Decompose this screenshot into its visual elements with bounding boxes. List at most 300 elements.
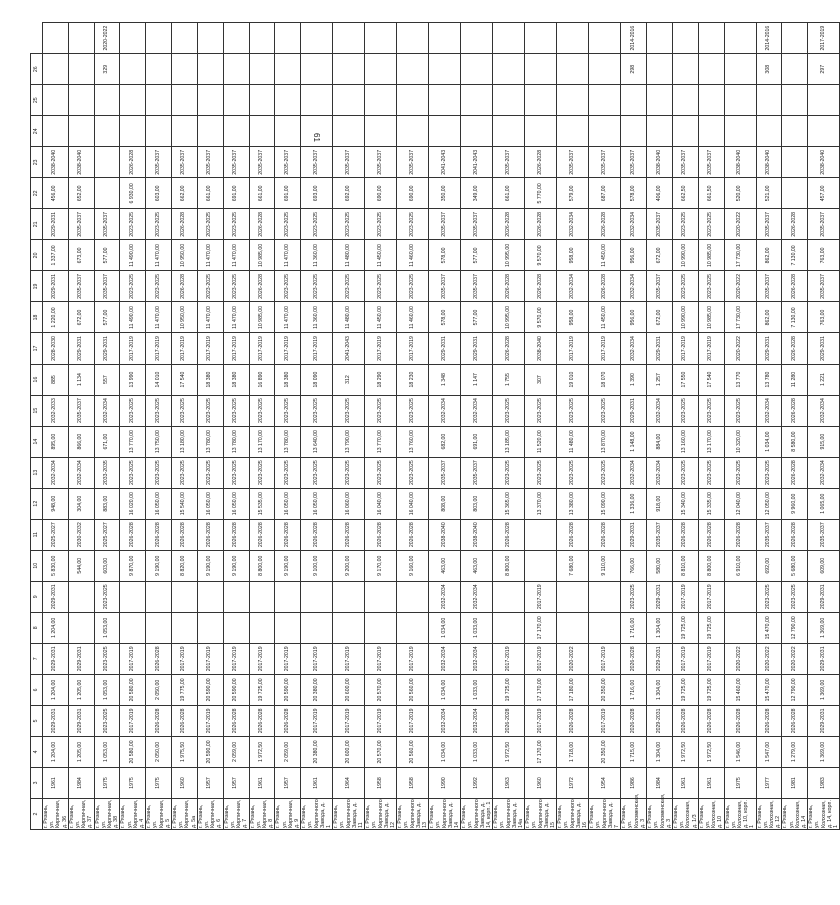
table-cell (197, 116, 223, 147)
table-cell: 1990 (429, 767, 461, 798)
column-header: 21 (31, 209, 43, 240)
table-cell: 2032-2034 (557, 271, 589, 302)
table-cell: 672,00 (647, 240, 673, 271)
table-cell: 2017-2019 (525, 705, 557, 736)
table-cell: 2032-2034 (647, 395, 673, 426)
table-cell: 2035-2037 (68, 395, 94, 426)
table-cell: 16 050,00 (301, 488, 333, 519)
table-cell: 2032-2034 (557, 209, 589, 240)
table-cell (525, 54, 557, 85)
table-cell (672, 116, 698, 147)
table-cell: 12 790,00 (782, 674, 808, 705)
table-cell: 12 790,00 (782, 612, 808, 643)
table-cell: 2026-2028 (756, 705, 782, 736)
table-cell: 1 348 (429, 364, 461, 395)
table-cell (333, 23, 365, 54)
column-header: 9 (31, 581, 43, 612)
table-cell: 1961 (43, 767, 69, 798)
table-cell: 883,00 (94, 488, 120, 519)
table-cell (333, 116, 365, 147)
table-cell: 1 715,00 (621, 736, 647, 767)
column-header: 7 (31, 643, 43, 674)
table-cell: 895,00 (43, 426, 69, 457)
table-cell: 9 110,00 (589, 550, 621, 581)
table-cell (724, 581, 756, 612)
table-cell: 2 050,00 (146, 674, 172, 705)
table-cell: 2029-2031 (68, 643, 94, 674)
table-cell (698, 23, 724, 54)
table-cell (172, 54, 198, 85)
table-cell: 19 010 (557, 364, 589, 395)
address-cell: г. Рязань, ул. Кирпичного Завода, д. 14, корп. 1 (461, 799, 493, 828)
table-row (589, 23, 621, 830)
table-cell (146, 581, 172, 612)
table-cell: 557 (94, 364, 120, 395)
table-cell: 9 570,00 (525, 302, 557, 333)
table-cell (146, 116, 172, 147)
table-cell: 682,00 (429, 426, 461, 457)
table-cell: 2026-2028 (782, 395, 808, 426)
table-cell: 693,00 (301, 178, 333, 209)
table-cell: 2017-2019 (397, 643, 429, 674)
table-cell: 2017-2019 (589, 643, 621, 674)
table-cell (493, 116, 525, 147)
table-cell (333, 581, 365, 612)
table-cell: 13 780 (756, 364, 782, 395)
table-cell: 2026-2028 (557, 519, 589, 550)
table-cell: 1975 (724, 767, 756, 798)
table-cell: 580,00 (647, 550, 673, 581)
table-cell: 1 716,00 (621, 674, 647, 705)
table-cell: 2020-2022 (557, 643, 589, 674)
table-cell (756, 116, 782, 147)
table-cell (782, 147, 808, 178)
table-cell: 2035-2037 (223, 147, 249, 178)
table-cell: 11 460,00 (397, 302, 429, 333)
table-cell: 2026-2028 (120, 519, 146, 550)
table-cell: 2029-2031 (94, 333, 120, 364)
column-header: 20 (31, 240, 43, 271)
table-cell: 2035-2037 (808, 519, 840, 550)
address-cell: г. Рязань, ул. Колхозная, д. 10, корп. 1 (724, 800, 756, 828)
table-row (249, 23, 275, 830)
address-cell: г. Рязань, ул. Коломенская, д. 3 (621, 793, 646, 828)
table-cell: 2038-2040 (724, 147, 756, 178)
table-cell: 2017-2019 (525, 643, 557, 674)
table-cell: 8 580,00 (782, 426, 808, 457)
column-header: 13 (31, 457, 43, 488)
table-cell: 2026-2028 (275, 519, 301, 550)
table-cell: 2035-2037 (672, 147, 698, 178)
table-cell: 2026-2028 (275, 705, 301, 736)
table-cell: 2023-2025 (275, 457, 301, 488)
table-cell: 20 580,00 (120, 736, 146, 767)
table-cell: 20 350,00 (589, 674, 621, 705)
table-cell (698, 116, 724, 147)
table-cell: 2026-2028 (223, 519, 249, 550)
table-cell: 2038-2040 (461, 519, 493, 550)
table-cell: 2017-2019 (197, 643, 223, 674)
table-cell: 1 390 (621, 364, 647, 395)
table-cell: 20 590,00 (197, 674, 223, 705)
column-number-header-row (31, 23, 43, 830)
table-cell: 2017-2019 (172, 333, 198, 364)
table-cell: 10 950,00 (172, 302, 198, 333)
table-cell: 11 480,00 (557, 426, 589, 457)
table-cell (68, 612, 94, 643)
column-header: 16 (31, 364, 43, 395)
table-cell: 1 718,00 (557, 736, 589, 767)
table-cell: 763,00 (808, 302, 840, 333)
table-row (493, 23, 525, 830)
table-cell: 329 (94, 54, 120, 85)
table-cell: 13 185,00 (493, 426, 525, 457)
table-cell (525, 23, 557, 54)
table-cell: 6 910,00 (724, 550, 756, 581)
table-cell: 1975 (120, 767, 146, 798)
table-cell: 11 450,00 (365, 240, 397, 271)
table-cell (120, 116, 146, 147)
table-cell: 11 450,00 (589, 302, 621, 333)
table-cell: 2017-2019 (120, 333, 146, 364)
table-cell: 577,00 (94, 302, 120, 333)
table-cell: 2023-2025 (120, 457, 146, 488)
table-cell: 10 985,00 (249, 302, 275, 333)
table-cell: 2017-2019 (698, 581, 724, 612)
table-cell: 2029-2031 (647, 643, 673, 674)
table-cell: 2023-2025 (397, 209, 429, 240)
column-header: 19 (31, 271, 43, 302)
table-cell (429, 54, 461, 85)
table-cell: 15 335,00 (698, 488, 724, 519)
table-cell: 2032-2034 (647, 457, 673, 488)
table-cell: 16 020,00 (120, 488, 146, 519)
table-cell: 2032-2034 (94, 395, 120, 426)
table-cell: 1 972,50 (672, 736, 698, 767)
table-cell: 13 760,00 (397, 426, 429, 457)
table-cell (120, 54, 146, 85)
table-row (365, 23, 397, 830)
table-cell: 520,00 (724, 178, 756, 209)
table-row (461, 23, 493, 830)
table-row (756, 23, 782, 830)
table-cell: 2023-2025 (525, 457, 557, 488)
table-cell (429, 116, 461, 147)
table-cell (365, 116, 397, 147)
table-cell: 2017-2019 (249, 333, 275, 364)
table-cell: 15 090,00 (589, 488, 621, 519)
table-cell: 8 800,00 (249, 550, 275, 581)
table-cell: 2030-2032 (68, 519, 94, 550)
table-cell (397, 612, 429, 643)
table-cell: 2026-2028 (249, 271, 275, 302)
table-cell: 1 336,00 (621, 488, 647, 519)
table-cell (249, 23, 275, 54)
table-cell (647, 85, 673, 116)
table-cell (589, 116, 621, 147)
table-cell: 1963 (493, 767, 525, 798)
table-cell (672, 54, 698, 85)
table-cell: 2029-2031 (68, 705, 94, 736)
capital-repair-schedule-table (30, 22, 840, 830)
table-cell: 2023-2025 (301, 209, 333, 240)
table-cell (672, 23, 698, 54)
table-cell: 1961 (249, 767, 275, 798)
table-cell: 603,00 (94, 550, 120, 581)
table-cell: 2029-2031 (43, 581, 69, 612)
table-cell: 2026-2028 (397, 519, 429, 550)
table-cell: 5 770,00 (525, 178, 557, 209)
table-cell (647, 23, 673, 54)
table-cell: 2032-2034 (429, 705, 461, 736)
table-cell: 2026-2028 (589, 209, 621, 240)
table-cell: 2023-2025 (197, 209, 223, 240)
table-cell: 2026-2028 (493, 333, 525, 364)
table-cell: 2032-2034 (429, 395, 461, 426)
table-cell: 2026-2028 (782, 333, 808, 364)
table-cell (621, 116, 647, 147)
table-cell: 2023-2025 (301, 271, 333, 302)
table-cell: 1 716,00 (621, 612, 647, 643)
table-cell: 2035-2037 (756, 209, 782, 240)
table-cell: 2032-2034 (429, 581, 461, 612)
table-cell: 2026-2028 (782, 209, 808, 240)
table-cell: 9 190,00 (275, 550, 301, 581)
table-cell: 13 870,00 (589, 426, 621, 457)
table-cell: 2023-2025 (223, 395, 249, 426)
table-cell: 11 520,00 (525, 426, 557, 457)
table-cell: 1 065,00 (808, 488, 840, 519)
table-cell: 862,00 (756, 302, 782, 333)
table-cell: 2041-2043 (461, 147, 493, 178)
table-cell: 11 470,00 (223, 240, 249, 271)
table-cell: 11 480,00 (333, 240, 365, 271)
table-cell (68, 54, 94, 85)
table-row (621, 23, 647, 830)
table-cell: 2023-2025 (146, 271, 172, 302)
table-row (43, 23, 69, 830)
table-cell (94, 147, 120, 178)
table-cell (197, 581, 223, 612)
column-header: 14 (31, 426, 43, 457)
table-cell: 672,00 (68, 302, 94, 333)
column-header: 4 (31, 736, 43, 767)
table-cell (557, 85, 589, 116)
table-cell: 10 990,00 (672, 302, 698, 333)
table-cell: 18 070 (589, 364, 621, 395)
table-cell (301, 85, 333, 116)
address-cell: г. Рязань, ул. Кирпичная, д. 38 (94, 799, 120, 828)
table-cell: 456,00 (43, 178, 69, 209)
table-cell: 2026-2028 (493, 519, 525, 550)
table-cell: 2017-2019 (301, 705, 333, 736)
table-cell: 2017-2019 (493, 643, 525, 674)
table-cell: 578,00 (621, 178, 647, 209)
table-cell: 2026-2028 (589, 271, 621, 302)
table-cell: 11 470,00 (223, 302, 249, 333)
table-cell: 2035-2037 (808, 209, 840, 240)
table-cell: 2035-2037 (68, 209, 94, 240)
table-cell: 13 180,00 (172, 426, 198, 457)
table-cell: 8 820,00 (172, 550, 198, 581)
table-cell: 1954 (589, 767, 621, 798)
table-cell (672, 85, 698, 116)
table-cell: 2023-2025 (333, 209, 365, 240)
table-cell: 2026-2028 (782, 457, 808, 488)
table-cell: 2023-2025 (275, 209, 301, 240)
table-cell: 2029-2031 (756, 333, 782, 364)
table-cell: 2026-2028 (698, 705, 724, 736)
table-cell (172, 581, 198, 612)
table-cell (249, 85, 275, 116)
table-cell (120, 85, 146, 116)
table-cell: 13 780,00 (275, 426, 301, 457)
table-cell (301, 581, 333, 612)
table-cell: 1958 (397, 767, 429, 798)
table-cell: 20 560,00 (397, 674, 429, 705)
table-cell: 8 800,00 (698, 550, 724, 581)
table-cell: 16 890 (249, 364, 275, 395)
table-cell: 1 304,00 (647, 612, 673, 643)
table-cell: 2029-2031 (68, 333, 94, 364)
table-cell: 20 590,00 (223, 674, 249, 705)
table-cell (94, 178, 120, 209)
table-cell: 2023-2025 (94, 643, 120, 674)
table-cell (120, 23, 146, 54)
table-cell: 577,00 (461, 240, 493, 271)
table-cell: 2032-2034 (461, 705, 493, 736)
table-row (333, 23, 365, 830)
table-cell: 687,00 (589, 178, 621, 209)
table-cell: 2035-2037 (301, 147, 333, 178)
table-cell: 16 040,00 (365, 488, 397, 519)
table-cell: 17 540 (698, 364, 724, 395)
table-cell: 7 130,00 (782, 302, 808, 333)
table-cell (782, 85, 808, 116)
table-cell: 17 550 (672, 364, 698, 395)
table-cell: 1960 (525, 767, 557, 798)
table-cell: 2017-2019 (698, 333, 724, 364)
table-cell (197, 85, 223, 116)
table-cell: 2035-2037 (461, 457, 493, 488)
table-cell: 2026-2028 (621, 643, 647, 674)
address-cell: г. Рязань, ул. Кирпичная, д. 4 (120, 799, 146, 828)
table-cell: 690,00 (365, 178, 397, 209)
table-cell: 2023-2025 (589, 395, 621, 426)
table-cell (223, 581, 249, 612)
table-cell (146, 54, 172, 85)
table-cell: 2029-2031 (43, 271, 69, 302)
table-cell (461, 23, 493, 54)
table-cell: 2023-2025 (672, 209, 698, 240)
table-cell: 2032-2034 (756, 395, 782, 426)
table-cell (333, 612, 365, 643)
table-cell: 2026-2028 (493, 705, 525, 736)
table-cell (589, 612, 621, 643)
table-cell (397, 23, 429, 54)
table-cell: 9 870,00 (120, 550, 146, 581)
table-cell (429, 85, 461, 116)
table-cell: 2017-2019 (589, 705, 621, 736)
table-cell: 11 470,00 (197, 240, 223, 271)
table-cell: 2017-2019 (672, 333, 698, 364)
address-cell: г. Рязань, ул. Кирпичного Завода, д. 7 (589, 799, 621, 828)
table-cell: 2029-2031 (43, 705, 69, 736)
table-cell (275, 85, 301, 116)
table-cell: 2029-2031 (808, 643, 840, 674)
table-cell: 691,00 (275, 178, 301, 209)
table-cell: 2023-2025 (557, 457, 589, 488)
table-cell: 2035-2037 (461, 209, 493, 240)
table-cell: 2035-2037 (756, 271, 782, 302)
table-cell (698, 54, 724, 85)
table-cell: 2028-2030 (43, 333, 69, 364)
table-cell: 19 725,00 (698, 612, 724, 643)
table-body (43, 23, 840, 830)
table-cell: 1 204,00 (43, 674, 69, 705)
table-cell: 17 170,00 (525, 736, 557, 767)
table-cell (365, 54, 397, 85)
table-cell: 2032-2034 (461, 395, 493, 426)
table-cell: 10 990,00 (672, 240, 698, 271)
table-cell: 11 470,00 (275, 240, 301, 271)
table-cell: 2035-2037 (365, 147, 397, 178)
table-cell: 2017-2019 (557, 333, 589, 364)
table-cell: 2026-2028 (120, 147, 146, 178)
table-cell: 1 369,00 (808, 674, 840, 705)
column-header: 17 (31, 333, 43, 364)
table-cell: 2023-2025 (698, 271, 724, 302)
table-cell: 2035-2037 (493, 147, 525, 178)
table-cell: 20 350,00 (589, 736, 621, 767)
table-cell: 2032-2034 (808, 457, 840, 488)
column-header: 15 (31, 395, 43, 426)
table-cell: 2023-2025 (120, 271, 146, 302)
table-cell: 2017-2019 (333, 643, 365, 674)
table-cell (461, 85, 493, 116)
table-row (724, 23, 756, 830)
table-cell: 304,00 (68, 488, 94, 519)
table-cell (557, 581, 589, 612)
column-header: 26 (31, 54, 43, 85)
table-cell: 11 450,00 (589, 240, 621, 271)
table-cell: 19 725,00 (672, 612, 698, 643)
table-cell: 2038-2040 (43, 147, 69, 178)
table-cell (68, 116, 94, 147)
table-cell: 2032-2034 (621, 271, 647, 302)
table-cell: 661,00 (493, 178, 525, 209)
table-cell: 16 050,00 (223, 488, 249, 519)
table-cell: 2020-2022 (724, 271, 756, 302)
table-cell: 2035-2037 (756, 519, 782, 550)
table-cell: 2032-2034 (429, 643, 461, 674)
table-cell: 17 170,00 (525, 612, 557, 643)
table-cell: 1960 (172, 767, 198, 798)
table-cell (782, 178, 808, 209)
table-cell: 350,00 (429, 178, 461, 209)
table-cell: 691,00 (461, 426, 493, 457)
table-cell (589, 85, 621, 116)
table-row (808, 23, 840, 830)
table-cell: 9 170,00 (365, 550, 397, 581)
table-row (557, 23, 589, 830)
table-cell: 2026-2028 (249, 209, 275, 240)
table-cell: 2035-2037 (461, 271, 493, 302)
table-cell (365, 581, 397, 612)
table-cell: 1 205,00 (68, 736, 94, 767)
table-cell: 2041-2043 (333, 333, 365, 364)
column-header: 6 (31, 674, 43, 705)
